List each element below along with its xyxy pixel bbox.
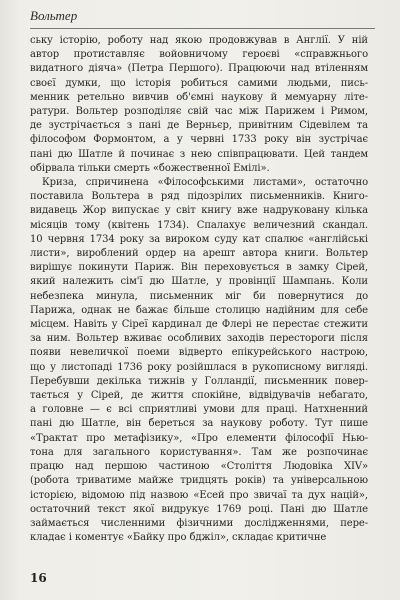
page-number: 16 — [30, 571, 47, 585]
text-line: небезпека минула, письменник міг би повернутися до — [30, 290, 368, 302]
text-line: філософом Формонтом, а у червні 1733 року він зустрічає — [30, 134, 368, 146]
text-line: вирішує покинути Париж. Він переховується в замку Сірей, — [30, 262, 368, 274]
text-line: пані дю Шатле, він береться за наукову роботу. Тут пише — [30, 418, 368, 430]
text-line: поставила Вольтера в ряд підозрілих письменників. Книго- — [30, 191, 368, 203]
text-line: історією, відомою під назвою «Есей про звичаї та дух націй», — [30, 489, 368, 501]
text-line: 10 червня 1734 року за вироком суду кат спалює «англійські — [30, 233, 368, 245]
text-line: місяців тому (квітень 1734). Спалахує величезний скандал. — [30, 219, 368, 231]
body-text — [30, 34, 368, 545]
text-line: займається численними фізичними дослідженнями, пере- — [30, 517, 368, 529]
text-line: появи невеличкої поеми відверто епікурейського настрою, — [30, 347, 368, 359]
text-line: за ним. Вольтер вживає особливих заходів перестороги після — [30, 333, 368, 345]
text-line: працю над першою частиною «Століття Людовіка XIV» — [30, 461, 368, 473]
text-line: менник ретельно вивчив об'ємні наукову й мемуарну літе- — [30, 91, 368, 103]
text-line: пані дю Шатле й починає з нею співпрацювати. Цей тандем — [30, 148, 368, 160]
text-line: автор протиставляє войовничому героєві «справжнього — [30, 49, 368, 61]
text-line: (робота триватиме майже тридцять років) та універсальною — [30, 475, 368, 487]
text-line: де зустрічається з пані де Верньєр, привітним Сідевілем та — [30, 120, 368, 132]
text-line: місцем. Навіть у Сіреї кардинал де Флері не перестає стежити — [30, 319, 368, 331]
text-line: Криза, спричинена «Філософськими листами», остаточно — [42, 177, 368, 189]
paragraph — [30, 176, 368, 545]
text-line: листи», вироблений ордер на арешт автора книги. Вольтер — [30, 248, 368, 260]
text-line: своєї думки, що історія робиться самими людьми, пись- — [30, 77, 368, 89]
text-line: «Трактат про метафізику», «Про елементи філософії Нью- — [30, 432, 368, 444]
text-line: тається у Сірей, де життя спокійне, відвідувачів небагато, — [30, 390, 368, 402]
running-title: Вольтер — [30, 8, 78, 23]
header-rule — [30, 28, 375, 29]
text-line: Перебувши декілька тижнів у Голландії, письменник повер- — [30, 375, 368, 387]
text-line: Парижа, однак не бажає більше столицю надійним для себе — [30, 304, 368, 316]
text-line: видавець Жор випускає у світ книгу вже надруковану кілька — [30, 205, 368, 217]
text-line: а головне — є всі сприятливі умови для праці. Натхненний — [30, 404, 368, 416]
text-line: ську історію, роботу над якою продовжував в Англії. У ній — [30, 35, 368, 46]
text-line: видатного діяча» (Петра Першого). Працюючи над втіленням — [30, 63, 368, 75]
text-line: обірвала тільки смерть «божественної Емілі». — [30, 162, 270, 174]
text-line: ратури. Вольтер розподіляє свій час між Парижем і Римом, — [30, 106, 368, 118]
text-line: що у листопаді 1736 року розійшлася в рукописному вигляді. — [30, 361, 368, 373]
text-line: тона для загального користування». Там же розпочинає — [30, 446, 368, 458]
text-line: який належить сім'ї дю Шатле, у провінції Шампань. Коли — [30, 276, 368, 288]
text-line: кладає і коментує «Байку про бджіл», складає критичне — [30, 532, 327, 544]
paragraph — [30, 34, 368, 176]
text-line: остаточний текст якої видрукує 1769 році. Пані дю Шатле — [30, 503, 368, 515]
